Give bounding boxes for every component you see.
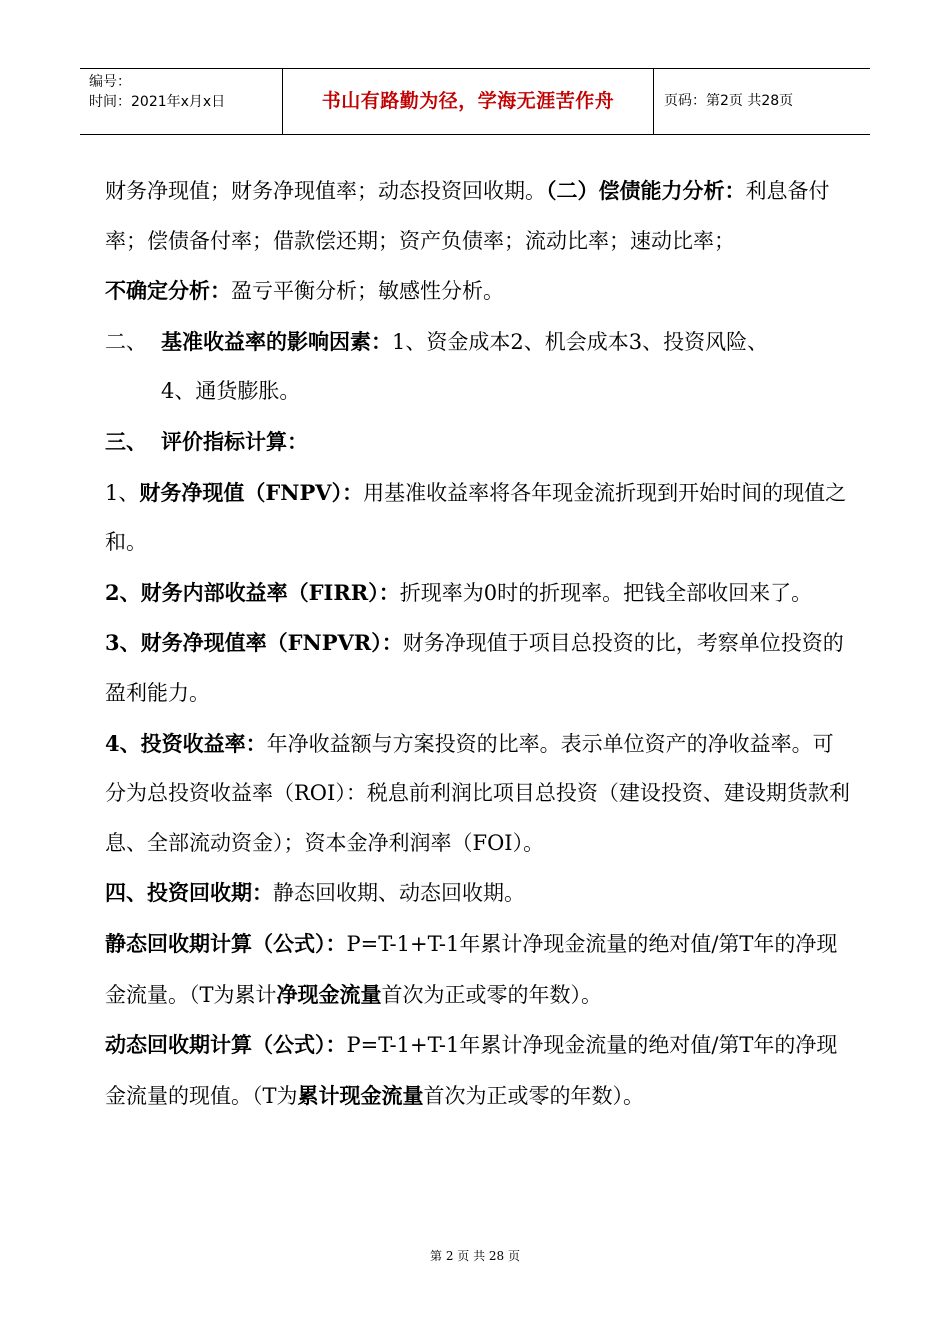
text-segment: 盈亏平衡分析；敏感性分析。 bbox=[231, 279, 504, 304]
heading-benchmark-factors: 基准收益率的影响因素： bbox=[161, 328, 392, 354]
document-body bbox=[105, 166, 850, 1121]
paragraph-indicators bbox=[105, 166, 850, 266]
heading-dynamic-payback: 动态回收期计算（公式）： bbox=[105, 1032, 347, 1058]
text-segment: 1、资金成本2、机会成本3、投资风险、 bbox=[392, 329, 769, 354]
paragraph-evaluation-heading bbox=[105, 417, 850, 468]
heading-firr: 2、财务内部收益率（FIRR）： bbox=[105, 579, 400, 605]
heading-uncertainty: 不确定分析： bbox=[105, 278, 231, 304]
text-segment: 用基准收益率将各年现金流折现到开始时间的现值之和。 bbox=[105, 480, 847, 555]
paragraph-firr bbox=[105, 568, 850, 619]
heading-debt-capacity: （二）偿债能力分析： bbox=[546, 178, 746, 203]
text-segment: 年净收益额与方案投资的比率。表示单位资产的净收益率。可分为总投资收益率（ROI）：税息前利润比项目总投资（建设投资、建设期货款利息、全部流动资金）；资本金净利润率（FOI）。 bbox=[105, 731, 850, 855]
list-number: 三、 bbox=[105, 428, 147, 454]
text-segment: 财务净现值；财务净现值率；动态投资回收期。 bbox=[105, 179, 546, 203]
heading-evaluation-calc: 评价指标计算： bbox=[161, 428, 308, 454]
heading-static-payback: 静态回收期计算（公式）： bbox=[105, 930, 347, 956]
paragraph-dynamic-payback bbox=[105, 1020, 850, 1121]
list-number: 1、 bbox=[105, 480, 140, 505]
paragraph-benchmark-factors bbox=[105, 317, 850, 368]
text-segment: 利息备付率；偿债备付率；借款偿还期；资产负债率；流动比率；速动比率； bbox=[105, 179, 830, 253]
heading-roi: 4、投资收益率： bbox=[105, 730, 267, 756]
paragraph-static-payback bbox=[105, 919, 850, 1020]
paragraph-fnpvr bbox=[105, 618, 850, 718]
header-table bbox=[80, 68, 870, 135]
text-segment: 折现率为0时的折现率。把钱全部收回来了。 bbox=[399, 580, 813, 605]
bold-term: 累计现金流量 bbox=[297, 1082, 424, 1108]
list-number: 二、 bbox=[105, 329, 147, 354]
header-motto: 书山有路勤为径，学海无涯苦作舟 bbox=[282, 69, 654, 134]
page-footer: 第 2 页 共 28 页 bbox=[430, 1249, 520, 1263]
paragraph-uncertainty bbox=[105, 266, 850, 317]
paragraph-benchmark-factors-cont: 4、通货膨胀。 bbox=[161, 379, 301, 404]
text-segment: P=T-1+T-1年累计净现金流量的绝对值/第T年的净现金流量的现值。（T为 bbox=[105, 1033, 838, 1108]
text-segment: P=T-1+T-1年累计净现金流量的绝对值/第T年的净现金流量。（T为累计 bbox=[105, 931, 838, 1007]
heading-fnpvr: 3、财务净现值率（FNPVR）： bbox=[105, 630, 403, 656]
paragraph-fnpv bbox=[105, 468, 850, 568]
header-left-cell bbox=[80, 69, 282, 134]
text-segment: 静态回收期、动态回收期。 bbox=[273, 881, 525, 906]
document-number-label: 编号： bbox=[89, 74, 131, 90]
heading-fnpv: 财务净现值（FNPV）： bbox=[139, 479, 364, 505]
text-segment: 首次为正或零的年数）。 bbox=[381, 982, 603, 1007]
text-segment: 首次为正或零的年数）。 bbox=[423, 1083, 645, 1108]
text-segment: 财务净现值于项目总投资的比，考察单位投资的盈利能力。 bbox=[105, 631, 844, 705]
heading-payback: 四、投资回收期： bbox=[105, 880, 273, 906]
document-time-label: 时间：2021年x月x日 bbox=[89, 94, 226, 110]
paragraph-payback bbox=[105, 868, 850, 919]
bold-term: 净现金流量 bbox=[276, 981, 382, 1007]
paragraph-roi bbox=[105, 719, 850, 869]
header-page-info: 页码：第2页 共28页 bbox=[664, 93, 794, 109]
